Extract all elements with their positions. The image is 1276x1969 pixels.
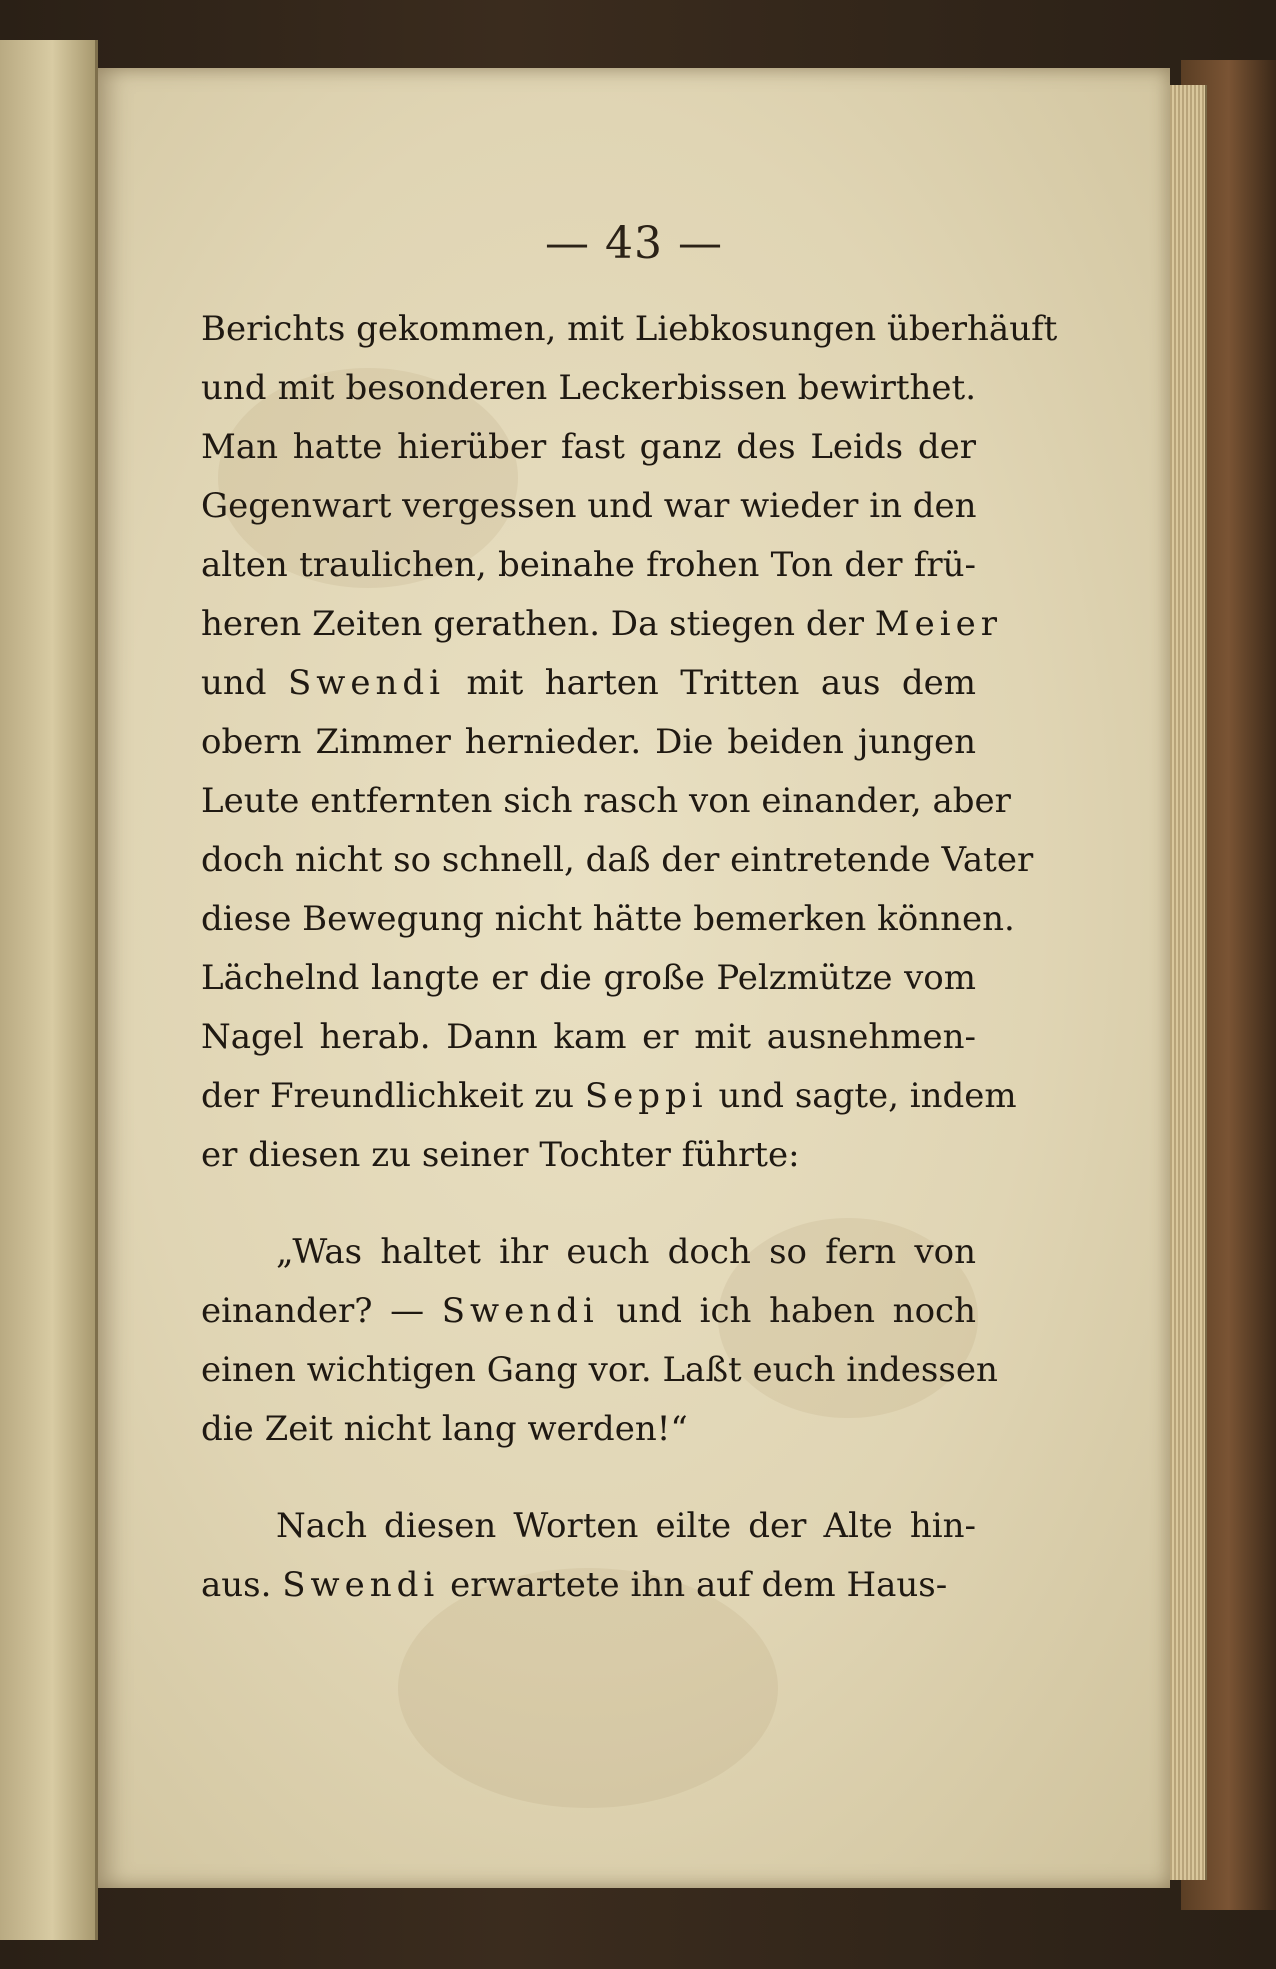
page-number: — 43 — — [545, 218, 723, 269]
text-run: Lächelnd langte er die große Pelzmütze vom — [201, 958, 976, 998]
text-run: aus. — [201, 1565, 283, 1605]
text-line — [201, 654, 976, 713]
text-line — [201, 949, 976, 1008]
text-line — [201, 418, 976, 477]
spaced-name: Seppi — [584, 1076, 708, 1116]
text-run: und ich haben noch — [598, 1291, 976, 1331]
page-body-text — [201, 300, 1058, 1615]
text-run: diese Bewegung nicht hätte bemerken können. — [201, 899, 1015, 939]
text-run: der Freundlichkeit zu — [201, 1076, 585, 1116]
text-run: und — [201, 663, 288, 703]
text-run: heren Zeiten gerathen. Da stiegen der — [201, 604, 875, 644]
paragraph-gap — [201, 1459, 976, 1497]
text-line — [201, 1282, 976, 1341]
text-run: obern Zimmer hernieder. Die beiden jungen — [201, 722, 976, 762]
text-line — [201, 477, 976, 536]
text-run: Nagel herab. Dann kam er mit ausnehmen- — [201, 1017, 976, 1057]
spaced-name: Swendi — [441, 1291, 599, 1331]
text-run: Gegenwart vergessen und war wieder in den — [201, 486, 977, 526]
text-run: Berichts gekommen, mit Liebkosungen überhäuft — [201, 309, 1058, 349]
text-run: alten traulichen, beinahe frohen Ton der frü- — [201, 545, 976, 585]
text-line — [201, 536, 976, 595]
text-line — [201, 1067, 1017, 1126]
text-line — [201, 713, 976, 772]
text-line — [201, 1126, 976, 1185]
text-line — [201, 1556, 976, 1615]
text-run: er diesen zu seiner Tochter führte: — [201, 1135, 800, 1175]
book-page — [98, 68, 1170, 1888]
text-run: und sagte, indem — [707, 1076, 1017, 1116]
text-line — [201, 1497, 976, 1556]
spaced-name: Swendi — [288, 663, 446, 703]
text-run: einander? — — [201, 1291, 442, 1331]
text-run: Nach diesen Worten eilte der Alte hin- — [276, 1506, 976, 1546]
text-line — [201, 359, 976, 418]
text-line — [201, 1400, 976, 1459]
text-run: Man hatte hierüber fast ganz des Leids der — [201, 427, 976, 467]
text-run: und mit besonderen Leckerbissen bewirthet. — [201, 368, 976, 408]
text-run: einen wichtigen Gang vor. Laßt euch indessen — [201, 1350, 998, 1390]
text-line — [201, 1223, 976, 1282]
text-run: „Was haltet ihr euch doch so fern von — [276, 1232, 976, 1272]
text-run: mit harten Tritten aus dem — [445, 663, 976, 703]
text-line — [201, 300, 1058, 359]
text-run: doch nicht so schnell, daß der eintretende Vater — [201, 840, 1034, 880]
text-line — [201, 1341, 998, 1400]
spaced-name: Swendi — [282, 1565, 440, 1605]
text-line — [201, 1008, 976, 1067]
text-run: die Zeit nicht lang werden!“ — [201, 1409, 688, 1449]
text-line — [201, 772, 1011, 831]
spaced-name: Meier — [874, 604, 1002, 644]
text-run: erwartete ihn auf dem Haus- — [439, 1565, 948, 1605]
paragraph-gap — [201, 1185, 976, 1223]
text-line — [201, 831, 1034, 890]
facing-page-edge — [0, 40, 98, 1940]
text-line — [201, 595, 1002, 654]
text-run: Leute entfernten sich rasch von einander, aber — [201, 781, 1011, 821]
text-line — [201, 890, 1015, 949]
